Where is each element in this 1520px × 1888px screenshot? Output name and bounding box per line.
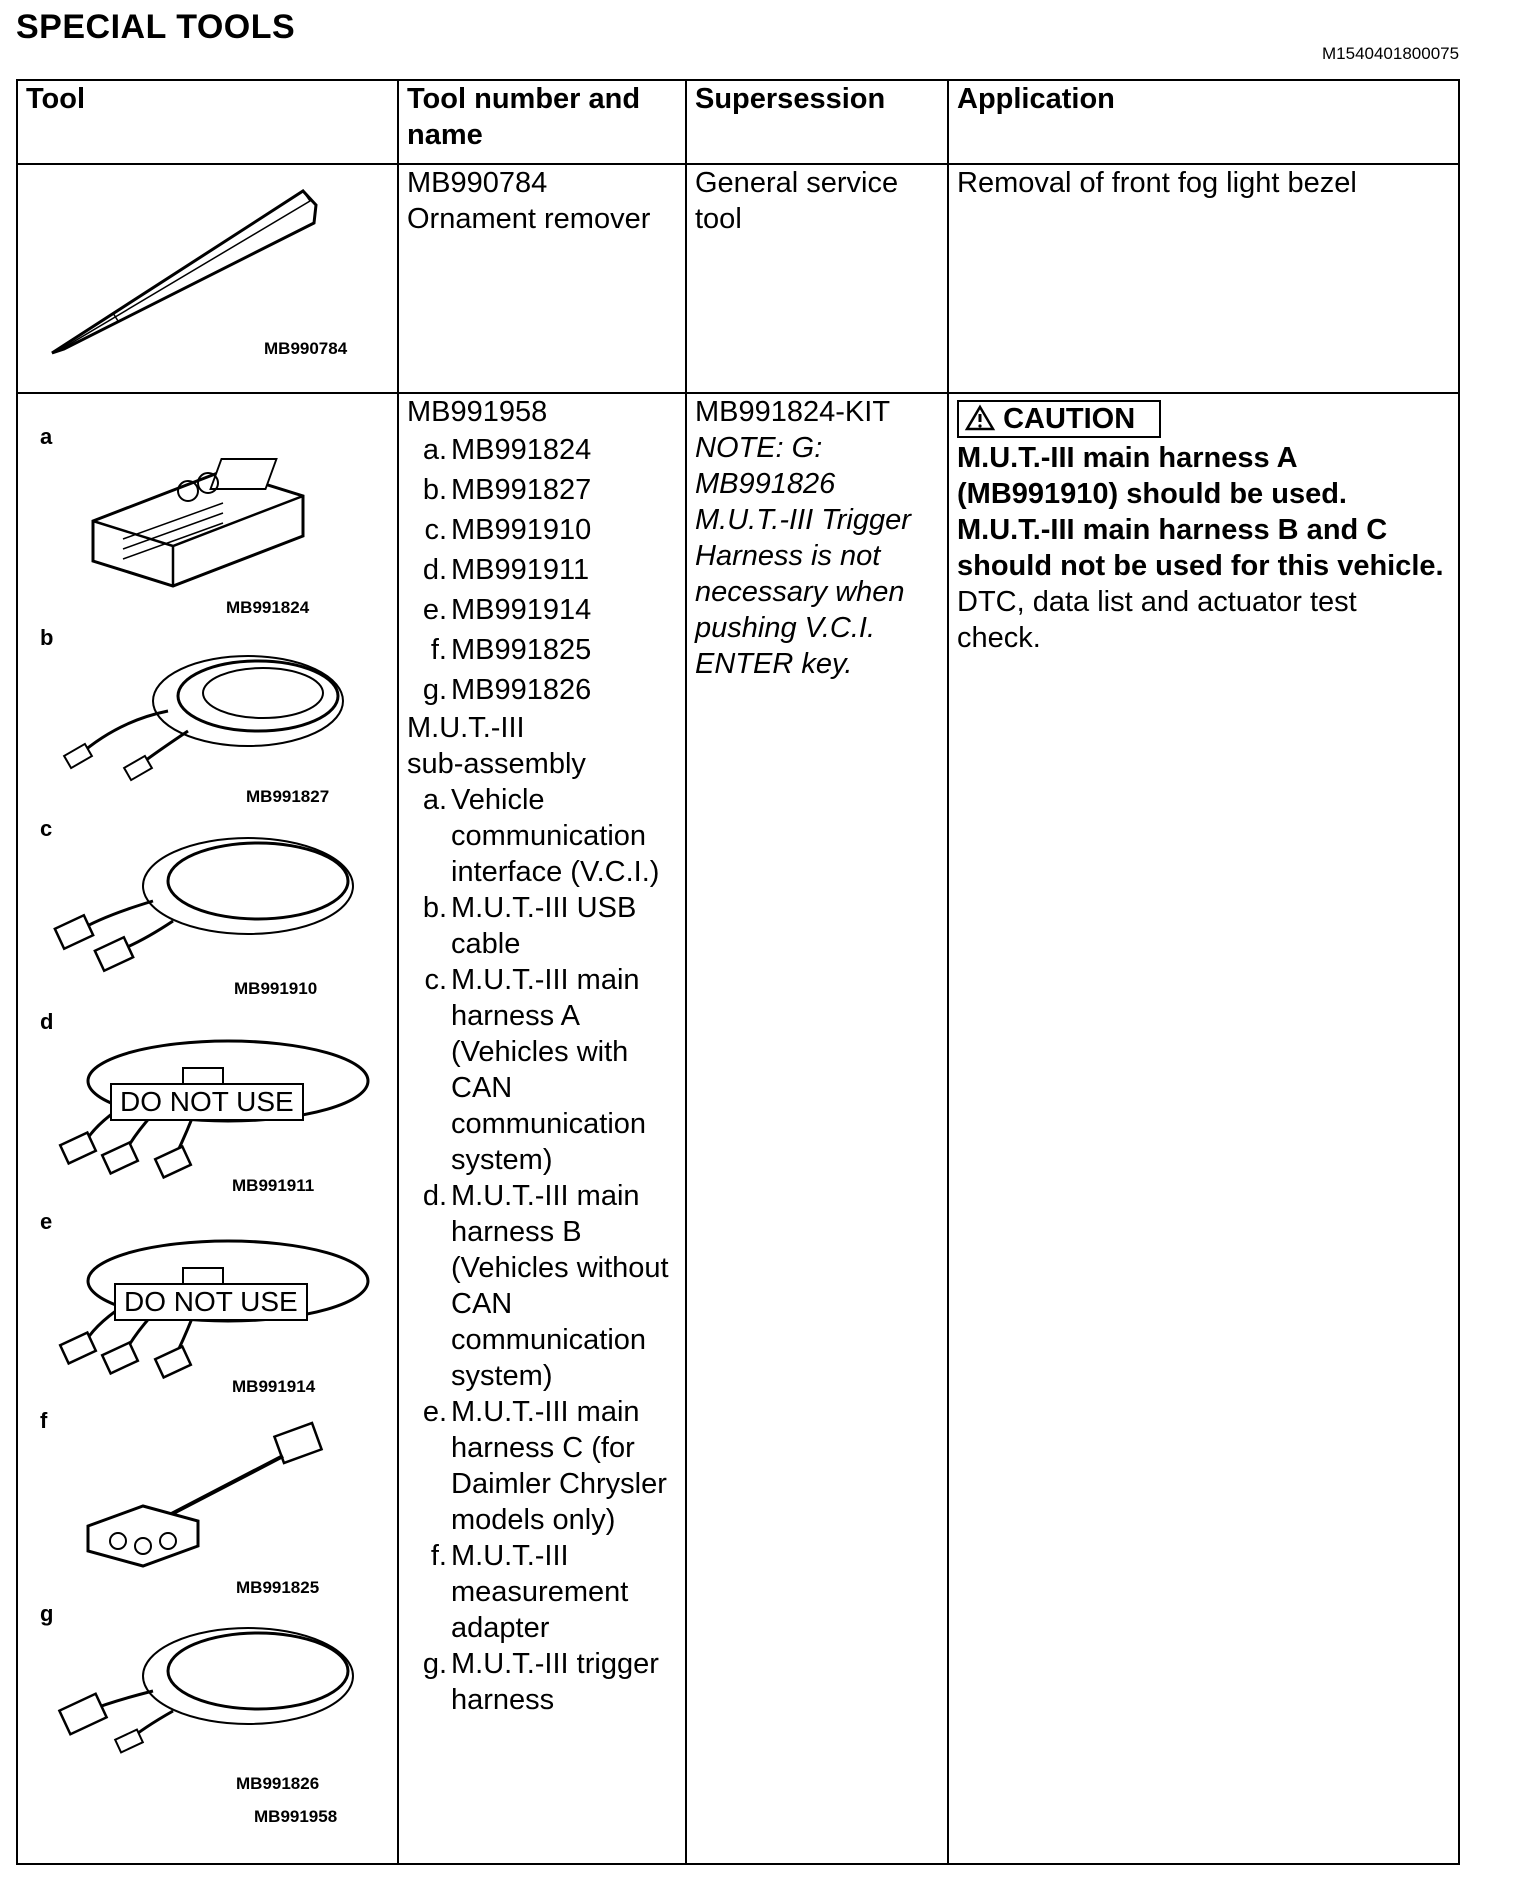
part-number-list xyxy=(407,430,687,710)
supersession-value: MB991824-KIT xyxy=(695,396,891,428)
sub-image-letter: d xyxy=(40,1009,54,1034)
do-not-use-label: DO NOT USE xyxy=(110,1083,304,1121)
document-id: M1540401800075 xyxy=(1322,44,1460,63)
caution-text: M.U.T.-III main harness A (MB991910) should be used. M.U.T.-III main harness B and C should not be used for this vehicle. xyxy=(957,442,1444,582)
sub-image-label: MB991826 xyxy=(236,1774,320,1793)
header-application: Application xyxy=(957,83,1115,115)
sub-image-letter: a xyxy=(40,424,53,449)
list-item: b. M.U.T.-III USB cable xyxy=(422,892,637,960)
list-item: c. M.U.T.-III main harness A (Vehicles with CAN communication system) xyxy=(424,964,647,1176)
tool-number-cell xyxy=(407,165,677,237)
sub-image-letter: e xyxy=(40,1209,53,1234)
caution-box xyxy=(957,400,1161,438)
sub-image-letter: f xyxy=(40,1408,48,1433)
sub-assembly-title: sub-assembly xyxy=(407,748,586,780)
sub-assembly-list xyxy=(407,782,687,1718)
supersession-cell xyxy=(695,394,935,682)
sub-image-label: MB991827 xyxy=(246,787,330,806)
trigger-harness-illustration xyxy=(43,1616,373,1756)
measurement-adapter-illustration xyxy=(68,1421,368,1571)
usb-cable-illustration xyxy=(48,641,368,781)
list-item: f. M.U.T.-III measurement adapter xyxy=(430,1540,629,1644)
list-item: g. MB991826 xyxy=(422,674,592,706)
sub-image-label: MB991914 xyxy=(232,1377,316,1396)
header-tool-number: Tool number and name xyxy=(407,83,641,151)
supersession-cell: General service tool xyxy=(695,167,899,235)
tool-number: MB991958 xyxy=(407,396,548,428)
special-tools-table xyxy=(16,79,1460,1865)
tool-number: MB990784 xyxy=(407,167,548,199)
sub-image-letter: g xyxy=(40,1601,54,1626)
list-item: a. MB991824 xyxy=(422,434,592,466)
page-title: SPECIAL TOOLS xyxy=(16,8,296,46)
sub-assembly-title: M.U.T.-III xyxy=(407,712,525,744)
sub-image-label: MB991824 xyxy=(226,598,310,617)
main-harness-a-illustration xyxy=(43,831,373,971)
list-item: e. MB991914 xyxy=(422,594,592,626)
vci-illustration xyxy=(73,441,333,591)
application-cell xyxy=(957,400,1447,656)
sub-image-letter: c xyxy=(40,816,53,841)
sub-image-label: MB991825 xyxy=(236,1578,320,1597)
supersession-note: NOTE: G: MB991826 M.U.T.-III Trigger Harness is not necessary when pushing V.C.I. ENTER key. xyxy=(695,432,911,680)
list-item: d. MB991911 xyxy=(422,554,590,586)
header-tool: Tool xyxy=(26,83,86,115)
list-item: b. MB991827 xyxy=(422,474,592,506)
do-not-use-label: DO NOT USE xyxy=(114,1283,308,1321)
column-divider xyxy=(947,81,949,1863)
list-item: f. MB991825 xyxy=(430,634,592,666)
list-item: c. MB991910 xyxy=(424,514,592,546)
caution-label: CAUTION xyxy=(1003,403,1136,435)
image-set-label: MB991958 xyxy=(254,1807,338,1826)
list-item: e. M.U.T.-III main harness C (for Daimler Chrysler models only) xyxy=(422,1396,667,1536)
sub-image-letter: b xyxy=(40,625,54,650)
warning-triangle-icon xyxy=(965,405,995,431)
tool-name: Ornament remover xyxy=(407,203,651,235)
column-divider xyxy=(397,81,399,1863)
sub-image-label: MB991911 xyxy=(232,1176,315,1195)
list-item: g. M.U.T.-III trigger harness xyxy=(422,1648,659,1716)
list-item: a. Vehicle communication interface (V.C.I.) xyxy=(422,784,660,888)
tool-image-label: MB990784 xyxy=(264,339,348,358)
tool-number-cell xyxy=(407,394,687,1718)
sub-image-label: MB991910 xyxy=(234,979,318,998)
list-item: d. M.U.T.-III main harness B (Vehicles without CAN communication system) xyxy=(422,1180,669,1392)
header-supersession: Supersession xyxy=(695,83,886,115)
application-text: DTC, data list and actuator test check. xyxy=(957,586,1357,654)
application-cell: Removal of front fog light bezel xyxy=(957,167,1357,199)
